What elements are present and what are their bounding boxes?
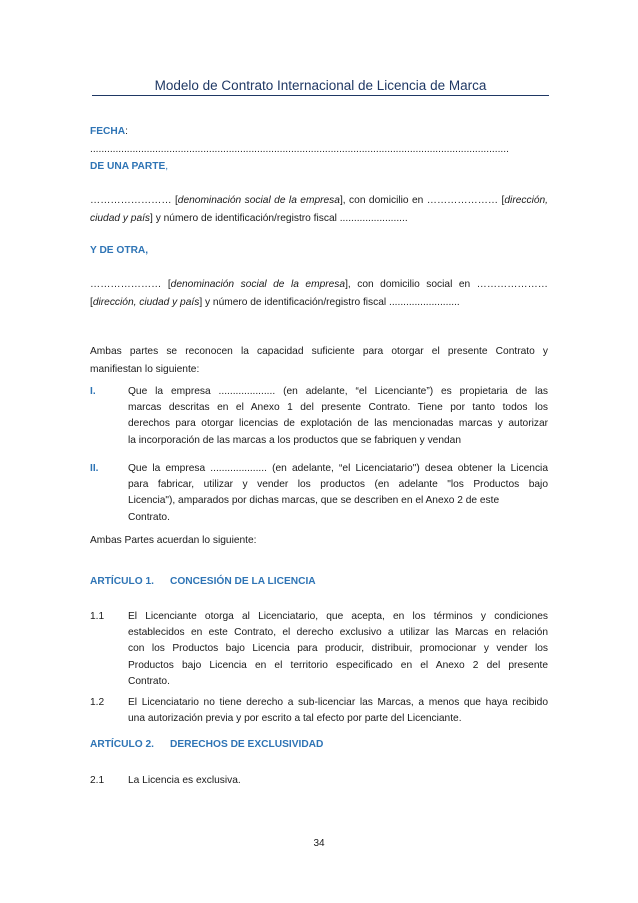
parte1-heading-line xyxy=(90,158,548,176)
intro-line-1: Ambas partes se reconocen la capacidad suficiente para otorgar el presente Contrato y xyxy=(90,346,548,357)
clause-text: La Licencia es exclusiva. xyxy=(128,775,241,786)
title-underline xyxy=(92,95,549,96)
article-number: ARTÍCULO 1. xyxy=(90,576,154,587)
parte1-paragraph xyxy=(90,192,548,227)
parte1-heading: DE UNA PARTE xyxy=(90,161,166,172)
fecha-line xyxy=(90,123,548,158)
acuerdan-line: Ambas Partes acuerdan lo siguiente: xyxy=(90,535,257,546)
parte1-line-1: …………………… [denominación social de la empresa], con domicilio en ………………… [dirección, xyxy=(90,195,548,206)
fecha-dots: : .................................................................................................................................................... xyxy=(90,126,509,155)
clause-text: El Licenciante otorga al Licenciatario, que acepta, en los términos y condiciones establecidos en este Contrato, el derecho exclusivo a utilizar las Marcas en relación con los Productos bajo Licencia para producir, distribuir, promocionar y vender los Productos bajo Licencia en el territorio especificado en el Anexo 2 del presente Contrato. xyxy=(128,611,548,687)
clause-number: 1.2 xyxy=(90,697,105,708)
recital-number: II. xyxy=(90,463,99,474)
parte1-heading-comma: , xyxy=(165,161,169,172)
article-title: CONCESIÓN DE LA LICENCIA xyxy=(170,576,316,587)
document-title: Modelo de Contrato Internacional de Licencia de Marca xyxy=(154,78,487,93)
article-title: DERECHOS DE EXCLUSIVIDAD xyxy=(170,739,324,750)
article-2-heading xyxy=(90,739,323,750)
clause-number: 2.1 xyxy=(90,775,105,786)
recital-text: Que la empresa .................... (en adelante, “el Licenciatario") desea obtener la Licencia para fabricar, utilizar y vender los productos (en adelante "los Productos bajo Licencia"), amparados por dichas marcas, que se describen en el Anexo 2 de este Contrato. xyxy=(128,463,548,523)
article-1-heading xyxy=(90,576,316,587)
intro-paragraph xyxy=(90,343,548,378)
page-number: 34 xyxy=(313,838,325,849)
parte2-paragraph xyxy=(90,276,548,311)
parte2-line-2: [dirección, ciudad y país] y número de identificación/registro fiscal ......................... xyxy=(90,296,460,308)
recital-text: Que la empresa .................... (en adelante, “el Licenciante”) es propietaria de las marcas descritas en el Anexo 1 del presente Contrato. Tiene por tanto todos los derechos para otorgar licencias de explotación de las mencionadas marcas y autorizar la incorporación de las marcas a los productos que se fabriquen y vendan xyxy=(128,386,548,446)
recital-number: I. xyxy=(90,386,96,397)
clause-text: El Licenciatario no tiene derecho a sub-licenciar las Marcas, a menos que haya recibido una autorización previa y por escrito a tal efecto por parte del Licenciante. xyxy=(128,697,548,725)
article-number: ARTÍCULO 2. xyxy=(90,739,154,750)
clause-number: 1.1 xyxy=(90,611,105,622)
parte2-heading: Y DE OTRA, xyxy=(90,245,149,256)
fecha-label: FECHA xyxy=(90,126,126,137)
parte2-line-1: ………………… [denominación social de la empresa], con domicilio social en ………………… xyxy=(90,279,548,290)
intro-line-2: manifiestan lo siguiente: xyxy=(90,363,200,375)
parte1-line-2: ciudad y país] y número de identificación/registro fiscal ........................ xyxy=(90,212,408,224)
